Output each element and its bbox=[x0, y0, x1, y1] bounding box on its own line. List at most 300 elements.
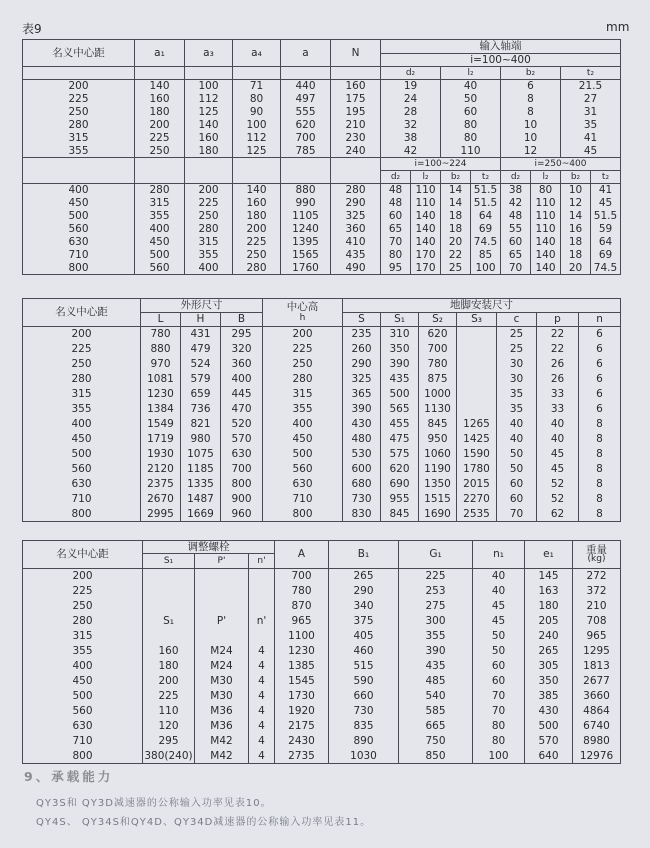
table-cell: 14 bbox=[561, 210, 591, 223]
table-cell: 50 bbox=[497, 462, 537, 477]
table-cell: 100 bbox=[185, 80, 233, 93]
table-cell: 8980 bbox=[573, 734, 621, 749]
outer-dimensions-title: 外形尺寸 bbox=[141, 299, 263, 313]
table-cell: 140 bbox=[135, 80, 185, 93]
table-label: 表9 bbox=[22, 22, 42, 36]
subheader-cell: c bbox=[497, 313, 537, 327]
table-cell: 250 bbox=[185, 210, 233, 223]
col-n1: n₁ bbox=[473, 541, 525, 569]
table-cell: 40 bbox=[473, 569, 525, 584]
table-cell: 1384 bbox=[141, 402, 181, 417]
table-cell: 253 bbox=[399, 584, 473, 599]
table-cell: 45 bbox=[537, 447, 579, 462]
table-cell: 390 bbox=[343, 402, 381, 417]
table-cell: 710 bbox=[23, 734, 143, 749]
table-cell: 125 bbox=[233, 145, 281, 158]
table-cell: 140 bbox=[531, 249, 561, 262]
subheader-cell: l₂ bbox=[531, 171, 561, 184]
table-cell: 530 bbox=[343, 447, 381, 462]
table-cell: 70 bbox=[501, 262, 531, 275]
table-cell: 18 bbox=[441, 223, 471, 236]
table-cell: 1130 bbox=[419, 402, 457, 417]
table-cell: 479 bbox=[181, 342, 221, 357]
table-cell: 41 bbox=[591, 184, 621, 197]
table-cell bbox=[195, 629, 249, 644]
table-cell: 2120 bbox=[141, 462, 181, 477]
table-cell: 955 bbox=[381, 492, 419, 507]
table-cell: 850 bbox=[399, 749, 473, 764]
table-cell: 250 bbox=[23, 106, 135, 119]
table-cell: 225 bbox=[399, 569, 473, 584]
table-cell: 630 bbox=[221, 447, 263, 462]
table-cell: 55 bbox=[501, 223, 531, 236]
table-cell: M30 bbox=[195, 689, 249, 704]
table-cell: 85 bbox=[471, 249, 501, 262]
table-cell: 630 bbox=[23, 477, 141, 492]
table-cell: 630 bbox=[23, 236, 135, 249]
table-cell: 60 bbox=[473, 659, 525, 674]
table-cell: M36 bbox=[195, 704, 249, 719]
table-cell: 33 bbox=[537, 387, 579, 402]
table-cell: 30 bbox=[497, 372, 537, 387]
table-cell: 355 bbox=[263, 402, 343, 417]
table-cell: 40 bbox=[537, 432, 579, 447]
table-cell: 200 bbox=[23, 327, 141, 342]
table-cell: 51.5 bbox=[591, 210, 621, 223]
table-cell: 1920 bbox=[275, 704, 329, 719]
table-cell: 70 bbox=[381, 236, 411, 249]
table-cell: 26 bbox=[537, 357, 579, 372]
table-cell: 1185 bbox=[181, 462, 221, 477]
table-cell: 405 bbox=[329, 629, 399, 644]
table-cell: 280 bbox=[23, 614, 143, 629]
table-cell: 100 bbox=[473, 749, 525, 764]
table-cell: 1545 bbox=[275, 674, 329, 689]
table-row bbox=[23, 432, 621, 447]
table-cell: 280 bbox=[185, 223, 233, 236]
table-cell: 42 bbox=[501, 197, 531, 210]
table-cell: 4 bbox=[249, 734, 275, 749]
table-cell: 620 bbox=[281, 119, 331, 132]
table-cell: 630 bbox=[263, 477, 343, 492]
table-cell: 112 bbox=[233, 132, 281, 145]
table-cell: 110 bbox=[411, 197, 441, 210]
table-cell: 1385 bbox=[275, 659, 329, 674]
table-cell: 35 bbox=[497, 387, 537, 402]
table-cell: 780 bbox=[141, 327, 181, 342]
table-row bbox=[23, 674, 621, 689]
table-row bbox=[23, 145, 621, 158]
table-cell: 708 bbox=[573, 614, 621, 629]
table-cell: 280 bbox=[23, 119, 135, 132]
table-cell: 18 bbox=[441, 210, 471, 223]
table-cell: 400 bbox=[135, 223, 185, 236]
table-cell: 1487 bbox=[181, 492, 221, 507]
table-cell: 710 bbox=[263, 492, 343, 507]
table-cell: 80 bbox=[473, 734, 525, 749]
table1-subheader-bottom bbox=[23, 171, 621, 184]
table-cell: 1549 bbox=[141, 417, 181, 432]
table-cell: 475 bbox=[381, 432, 419, 447]
table-cell: 2535 bbox=[457, 507, 497, 522]
table-cell: 2375 bbox=[141, 477, 181, 492]
table-cell: 400 bbox=[185, 262, 233, 275]
table-cell: 540 bbox=[399, 689, 473, 704]
table-cell: 12976 bbox=[573, 749, 621, 764]
table-cell: 6 bbox=[579, 342, 621, 357]
table-cell bbox=[195, 569, 249, 584]
table-cell: 4 bbox=[249, 689, 275, 704]
sub-l2: l₂ bbox=[441, 67, 501, 80]
table-cell: 665 bbox=[399, 719, 473, 734]
table-cell: 250 bbox=[135, 145, 185, 158]
table-cell bbox=[143, 569, 195, 584]
table-cell: 110 bbox=[441, 145, 501, 158]
table-cell: 60 bbox=[473, 674, 525, 689]
table-cell: 1395 bbox=[281, 236, 331, 249]
table-cell: 785 bbox=[281, 145, 331, 158]
table-cell: 80 bbox=[381, 249, 411, 262]
table-cell: 875 bbox=[419, 372, 457, 387]
table-cell bbox=[457, 387, 497, 402]
table3-header bbox=[23, 541, 621, 569]
table-cell: 2015 bbox=[457, 477, 497, 492]
table-cell: 180 bbox=[233, 210, 281, 223]
table-cell: 260 bbox=[343, 342, 381, 357]
table-cell: 845 bbox=[419, 417, 457, 432]
table-cell: 45 bbox=[473, 599, 525, 614]
table-row bbox=[23, 372, 621, 387]
table-cell: 8 bbox=[501, 106, 561, 119]
table-cell: 450 bbox=[23, 432, 141, 447]
table-cell: 4 bbox=[249, 719, 275, 734]
col-center-distance: 名义中心距 bbox=[23, 541, 143, 569]
table-cell: 35 bbox=[497, 402, 537, 417]
col-a3: a₃ bbox=[185, 40, 233, 67]
table-cell: 1590 bbox=[457, 447, 497, 462]
subheader-cell: t₂ bbox=[471, 171, 501, 184]
table-cell: 500 bbox=[381, 387, 419, 402]
table-cell: 355 bbox=[135, 210, 185, 223]
table-cell: 160 bbox=[331, 80, 381, 93]
table-cell: 250 bbox=[23, 599, 143, 614]
table-cell: 800 bbox=[23, 749, 143, 764]
table-cell: 70 bbox=[473, 704, 525, 719]
subheader-cell: S₁ bbox=[381, 313, 419, 327]
table-cell: 60 bbox=[497, 477, 537, 492]
subheader-cell: B bbox=[221, 313, 263, 327]
table-cell: 830 bbox=[343, 507, 381, 522]
table-cell: 500 bbox=[135, 249, 185, 262]
table-cell: 640 bbox=[525, 749, 573, 764]
table-cell: 70 bbox=[497, 507, 537, 522]
table-cell: 315 bbox=[23, 387, 141, 402]
table-row bbox=[23, 462, 621, 477]
ratio-range-left: i=100~224 bbox=[381, 158, 501, 171]
table-cell: 12 bbox=[561, 197, 591, 210]
table-cell: 69 bbox=[591, 249, 621, 262]
table-cell: 140 bbox=[185, 119, 233, 132]
table-cell: 38 bbox=[501, 184, 531, 197]
table-cell: 20 bbox=[441, 236, 471, 249]
table-cell: 200 bbox=[23, 80, 135, 93]
table-cell: 225 bbox=[233, 236, 281, 249]
table-cell: 180 bbox=[143, 659, 195, 674]
table-row bbox=[23, 704, 621, 719]
table-cell: 10 bbox=[561, 184, 591, 197]
table-cell: 350 bbox=[525, 674, 573, 689]
table-cell: 490 bbox=[331, 262, 381, 275]
table-cell: 250 bbox=[23, 357, 141, 372]
subheader-cell: P' bbox=[195, 554, 249, 569]
table-cell: 440 bbox=[281, 80, 331, 93]
table-cell: 355 bbox=[23, 402, 141, 417]
table-cell: 180 bbox=[525, 599, 573, 614]
table-cell bbox=[457, 372, 497, 387]
table-row bbox=[23, 184, 621, 197]
table1-subheader-top bbox=[23, 67, 621, 80]
table-cell: 315 bbox=[23, 132, 135, 145]
table-cell: 25 bbox=[441, 262, 471, 275]
table-cell: 435 bbox=[399, 659, 473, 674]
section-line-2: QY4S、 QY34S和QY4D、QY34D减速器的公称输入功率见表11。 bbox=[36, 817, 372, 828]
table-cell: 880 bbox=[141, 342, 181, 357]
table-cell: 515 bbox=[329, 659, 399, 674]
table-cell: 60 bbox=[381, 210, 411, 223]
table-cell: 1030 bbox=[329, 749, 399, 764]
table-cell: 585 bbox=[399, 704, 473, 719]
table-cell: 110 bbox=[143, 704, 195, 719]
table-cell: 12 bbox=[501, 145, 561, 158]
table-cell: 1265 bbox=[457, 417, 497, 432]
table-cell: 2735 bbox=[275, 749, 329, 764]
subheader-cell: b₂ bbox=[441, 171, 471, 184]
table-cell: 350 bbox=[381, 342, 419, 357]
table-cell: 200 bbox=[185, 184, 233, 197]
table-row bbox=[23, 629, 621, 644]
table-cell: 400 bbox=[23, 417, 141, 432]
table-row bbox=[23, 262, 621, 275]
subheader-cell: d₂ bbox=[501, 171, 531, 184]
subheader-cell: H bbox=[181, 313, 221, 327]
table-cell: 990 bbox=[281, 197, 331, 210]
table-cell: 555 bbox=[281, 106, 331, 119]
table-cell: 2175 bbox=[275, 719, 329, 734]
table-cell: 450 bbox=[135, 236, 185, 249]
table-row bbox=[23, 659, 621, 674]
table-cell: 660 bbox=[329, 689, 399, 704]
table-cell: 140 bbox=[531, 262, 561, 275]
table-cell: 680 bbox=[343, 477, 381, 492]
table-cell: 700 bbox=[275, 569, 329, 584]
table-cell: 1230 bbox=[275, 644, 329, 659]
table-cell: 6740 bbox=[573, 719, 621, 734]
table-cell: 315 bbox=[23, 629, 143, 644]
table-row bbox=[23, 719, 621, 734]
table-cell: 280 bbox=[233, 262, 281, 275]
table-cell: 430 bbox=[525, 704, 573, 719]
table-cell: 1060 bbox=[419, 447, 457, 462]
table-cell: 60 bbox=[441, 106, 501, 119]
table-cell: 205 bbox=[525, 614, 573, 629]
table-cell: 6 bbox=[579, 357, 621, 372]
table-cell: 430 bbox=[343, 417, 381, 432]
table-cell: 71 bbox=[233, 80, 281, 93]
table-cell: 140 bbox=[233, 184, 281, 197]
table-cell: 6 bbox=[579, 402, 621, 417]
table-cell: 48 bbox=[381, 197, 411, 210]
table-cell: 45 bbox=[561, 145, 621, 158]
subheader-cell: l₂ bbox=[411, 171, 441, 184]
subheader-cell: S₂ bbox=[419, 313, 457, 327]
table-cell: 225 bbox=[185, 197, 233, 210]
table-cell: 315 bbox=[263, 387, 343, 402]
table1-rows-bottom bbox=[23, 184, 621, 275]
table-cell bbox=[457, 327, 497, 342]
sub-t2: t₂ bbox=[561, 67, 621, 80]
table-cell: 835 bbox=[329, 719, 399, 734]
table-cell: 560 bbox=[23, 462, 141, 477]
table-row bbox=[23, 342, 621, 357]
table-cell: 6 bbox=[579, 327, 621, 342]
table-cell: 4 bbox=[249, 674, 275, 689]
table-cell: 70 bbox=[473, 689, 525, 704]
table-cell: 65 bbox=[381, 223, 411, 236]
table-cell: 470 bbox=[221, 402, 263, 417]
table-cell: 1190 bbox=[419, 462, 457, 477]
table-cell: 40 bbox=[473, 584, 525, 599]
table-cell: M42 bbox=[195, 749, 249, 764]
table-cell: 390 bbox=[399, 644, 473, 659]
table-cell: 315 bbox=[185, 236, 233, 249]
table-cell: 110 bbox=[531, 223, 561, 236]
table-cell: 140 bbox=[531, 236, 561, 249]
table-cell: 340 bbox=[329, 599, 399, 614]
table-cell: 560 bbox=[263, 462, 343, 477]
table-cell: 1000 bbox=[419, 387, 457, 402]
table-cell: 710 bbox=[23, 249, 135, 262]
table-cell: 64 bbox=[471, 210, 501, 223]
table-row bbox=[23, 223, 621, 236]
table-row bbox=[23, 584, 621, 599]
table-cell: 950 bbox=[419, 432, 457, 447]
table-cell: 22 bbox=[537, 327, 579, 342]
table-cell bbox=[143, 629, 195, 644]
table-cell: 2670 bbox=[141, 492, 181, 507]
col-A: A bbox=[275, 541, 329, 569]
table-cell: M24 bbox=[195, 644, 249, 659]
unit-label: mm bbox=[606, 20, 630, 34]
table-cell: 800 bbox=[23, 262, 135, 275]
table-cell: 16 bbox=[561, 223, 591, 236]
table-cell: 8 bbox=[579, 432, 621, 447]
table-cell: 400 bbox=[221, 372, 263, 387]
table-cell: 40 bbox=[497, 432, 537, 447]
table-row bbox=[23, 689, 621, 704]
table-cell: P' bbox=[195, 614, 249, 629]
table-cell: 48 bbox=[501, 210, 531, 223]
foundation-title: 地脚安装尺寸 bbox=[343, 299, 621, 313]
table-cell: 600 bbox=[343, 462, 381, 477]
subheader-cell: n' bbox=[249, 554, 275, 569]
table-cell: 180 bbox=[135, 106, 185, 119]
table-cell: 6 bbox=[579, 387, 621, 402]
table-cell: 4 bbox=[249, 659, 275, 674]
table-cell: 8 bbox=[579, 492, 621, 507]
table-cell: 500 bbox=[23, 210, 135, 223]
section-line-1: QY3S和 QY3D减速器的公称输入功率见表10。 bbox=[36, 798, 272, 809]
table1-header bbox=[23, 40, 621, 80]
table-cell: 250 bbox=[263, 357, 343, 372]
table-cell: 1295 bbox=[573, 644, 621, 659]
table-cell: 80 bbox=[233, 93, 281, 106]
table-cell: 2995 bbox=[141, 507, 181, 522]
table-cell: 305 bbox=[525, 659, 573, 674]
table-cell: 145 bbox=[525, 569, 573, 584]
table-row bbox=[23, 80, 621, 93]
table-cell: 290 bbox=[329, 584, 399, 599]
table-row bbox=[23, 387, 621, 402]
table-cell: 310 bbox=[381, 327, 419, 342]
subheader-cell: b₂ bbox=[561, 171, 591, 184]
table-cell: 1515 bbox=[419, 492, 457, 507]
table-cell: 26 bbox=[537, 372, 579, 387]
table-row bbox=[23, 402, 621, 417]
table-cell bbox=[143, 599, 195, 614]
table-cell: 455 bbox=[381, 417, 419, 432]
table-cell: 1075 bbox=[181, 447, 221, 462]
table-cell: 445 bbox=[221, 387, 263, 402]
table-cell: 659 bbox=[181, 387, 221, 402]
table-cell: 821 bbox=[181, 417, 221, 432]
table-cell: 125 bbox=[185, 106, 233, 119]
table-cell: 400 bbox=[263, 417, 343, 432]
table-cell bbox=[249, 584, 275, 599]
table-cell: M42 bbox=[195, 734, 249, 749]
table-cell: 4 bbox=[249, 644, 275, 659]
table-cell: 10 bbox=[501, 132, 561, 145]
table-cell: 750 bbox=[399, 734, 473, 749]
col-a4: a₄ bbox=[233, 40, 281, 67]
subheader-cell: p bbox=[537, 313, 579, 327]
table-cell: 325 bbox=[331, 210, 381, 223]
table-cell: 20 bbox=[561, 262, 591, 275]
table-cell: 485 bbox=[399, 674, 473, 689]
table-cell: 60 bbox=[497, 492, 537, 507]
table-cell: 480 bbox=[343, 432, 381, 447]
table-cell: 431 bbox=[181, 327, 221, 342]
table-cell: 570 bbox=[525, 734, 573, 749]
table-row bbox=[23, 236, 621, 249]
table-cell: 195 bbox=[331, 106, 381, 119]
table-cell: 45 bbox=[537, 462, 579, 477]
col-center-height bbox=[263, 299, 343, 327]
table-cell: 579 bbox=[181, 372, 221, 387]
table-cell: 3660 bbox=[573, 689, 621, 704]
table-cell: 2677 bbox=[573, 674, 621, 689]
table-cell: 1719 bbox=[141, 432, 181, 447]
table-cell: 8 bbox=[579, 507, 621, 522]
table-cell: 265 bbox=[329, 569, 399, 584]
table-cell: 1230 bbox=[141, 387, 181, 402]
table-row bbox=[23, 106, 621, 119]
table-cell: 140 bbox=[411, 223, 441, 236]
table-cell: 240 bbox=[331, 145, 381, 158]
table-cell: 40 bbox=[441, 80, 501, 93]
table-cell: 630 bbox=[23, 719, 143, 734]
table-cell: 112 bbox=[185, 93, 233, 106]
table-cell: 38 bbox=[381, 132, 441, 145]
